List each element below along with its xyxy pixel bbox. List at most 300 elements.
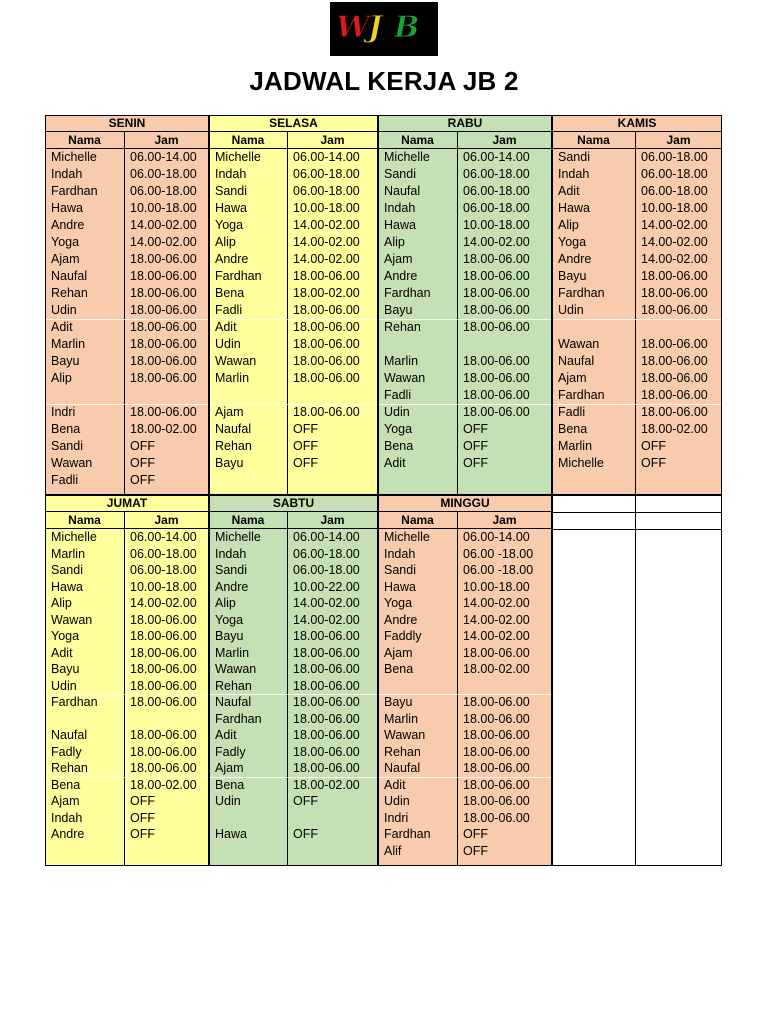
row-jam: 10.00-18.00	[463, 579, 530, 594]
row-name: Hawa	[384, 579, 416, 594]
row-name: Yoga	[215, 218, 244, 232]
row-separator	[378, 404, 552, 405]
row-name: Alip	[384, 235, 405, 249]
row-name: Bena	[51, 777, 81, 792]
row-jam: 18.00-06.00	[463, 320, 530, 334]
row-name: Udin	[51, 678, 77, 693]
row-name: Adit	[51, 645, 73, 660]
row-jam: 18.00-06.00	[293, 629, 360, 643]
row-jam: 18.00-06.00	[293, 645, 360, 660]
table-row	[378, 285, 552, 302]
row-name: Marlin	[384, 711, 419, 726]
logo-letter-j: J	[368, 10, 383, 45]
table-row	[209, 472, 378, 489]
row-jam: 18.00-02.00	[641, 422, 708, 436]
row-jam: OFF	[130, 794, 155, 808]
row-jam: 18.00-06.00	[293, 354, 360, 368]
row-name: Naufal	[384, 184, 421, 198]
table-row	[45, 438, 209, 455]
row-name: Rehan	[384, 320, 421, 334]
row-name: Alip	[558, 218, 579, 232]
day-header: RABU	[378, 115, 552, 132]
row-name: Fardhan	[215, 269, 262, 283]
page-title: JADWAL KERJA JB 2	[249, 66, 519, 96]
row-jam: 14.00-02.00	[293, 252, 360, 266]
col-nama-header: Nama	[378, 512, 457, 529]
col-nama-header: Nama	[378, 132, 457, 149]
row-jam: 10.00-18.00	[641, 201, 708, 215]
table-row	[552, 149, 722, 166]
table-row	[552, 438, 722, 455]
table-row	[552, 302, 722, 319]
row-jam: 18.00-06.00	[463, 711, 530, 726]
table-row	[552, 268, 722, 285]
table-row	[45, 455, 209, 472]
row-name: Bayu	[215, 629, 244, 643]
row-jam: 10.00-18.00	[293, 201, 360, 215]
table-row	[552, 183, 722, 200]
col-jam-header: Jam	[635, 132, 722, 149]
row-jam: 18.00-06.00	[463, 371, 530, 385]
row-separator	[209, 319, 378, 320]
row-jam: OFF	[641, 439, 666, 453]
table-row	[209, 810, 378, 827]
table-row	[378, 183, 552, 200]
row-name: Fardhan	[215, 711, 262, 726]
row-jam: 06.00-18.00	[130, 184, 197, 198]
row-name: Ajam	[51, 794, 80, 808]
row-jam: 18.00-06.00	[130, 612, 197, 627]
row-jam: 18.00-06.00	[293, 405, 360, 419]
table-row	[378, 319, 552, 336]
row-name: Marlin	[51, 337, 86, 351]
row-jam: 18.00-06.00	[130, 662, 197, 676]
empty-row-line	[552, 529, 722, 530]
table-row	[378, 529, 552, 546]
row-jam: 06.00-18.00	[293, 184, 360, 198]
row-name: Indah	[51, 167, 83, 181]
table-row	[209, 251, 378, 268]
row-name: Michelle	[384, 530, 430, 544]
table-row	[45, 251, 209, 268]
row-name: Rehan	[384, 744, 421, 759]
table-row	[45, 353, 209, 370]
row-jam: OFF	[130, 456, 155, 470]
row-name: Indri	[51, 405, 76, 419]
row-name: Alif	[384, 843, 402, 858]
day-block-sabtu	[209, 495, 378, 866]
row-jam: 18.00-02.00	[293, 777, 360, 792]
table-row	[378, 546, 552, 563]
table-row	[45, 183, 209, 200]
table-row	[209, 678, 378, 695]
table-row	[209, 336, 378, 353]
day-block-kamis	[552, 115, 722, 495]
row-name: Fadly	[51, 744, 82, 759]
row-name: Wawan	[384, 728, 426, 742]
table-row	[45, 810, 209, 827]
row-jam: 18.00-06.00	[293, 695, 360, 709]
row-name: Hawa	[51, 579, 83, 594]
table-row	[378, 744, 552, 761]
row-jam: OFF	[293, 439, 318, 453]
row-name: Sandi	[558, 150, 590, 164]
row-name: Fadli	[558, 405, 586, 419]
table-row	[378, 793, 552, 810]
row-jam: OFF	[293, 827, 318, 841]
table-row	[45, 777, 209, 794]
row-separator	[378, 319, 552, 320]
row-name: Sandi	[51, 439, 83, 453]
logo-letter-b: B	[394, 10, 420, 45]
table-row	[378, 645, 552, 662]
table-row	[552, 319, 722, 336]
table-row	[209, 370, 378, 387]
col-jam-header: Jam	[287, 512, 378, 529]
table-row	[552, 285, 722, 302]
row-jam: 06.00-18.00	[463, 201, 530, 215]
table-row	[378, 234, 552, 251]
row-name: Ajam	[384, 645, 413, 660]
row-name: Alip	[215, 596, 236, 610]
row-jam: 18.00-06.00	[641, 354, 708, 368]
row-jam: 14.00-02.00	[463, 629, 530, 643]
table-row	[378, 404, 552, 421]
row-name: Naufal	[558, 354, 595, 368]
table-row	[209, 234, 378, 251]
table-row	[45, 579, 209, 596]
table-row	[209, 760, 378, 777]
row-jam: 18.00-06.00	[463, 728, 530, 742]
table-row	[378, 579, 552, 596]
row-name: Indah	[384, 201, 416, 215]
table-row	[45, 562, 209, 579]
table-row	[45, 727, 209, 744]
row-jam: 06.00-14.00	[293, 530, 360, 544]
row-jam: 10.00-18.00	[130, 579, 197, 594]
row-name: Wawan	[215, 662, 257, 676]
table-row	[552, 404, 722, 421]
row-name: Michelle	[51, 150, 97, 164]
table-row	[378, 628, 552, 645]
day-header: KAMIS	[552, 115, 722, 132]
table-row	[209, 793, 378, 810]
row-jam: 18.00-06.00	[463, 269, 530, 283]
row-jam: 18.00-06.00	[293, 337, 360, 351]
wjb-logo	[330, 2, 438, 56]
table-row	[378, 760, 552, 777]
row-jam: OFF	[130, 473, 155, 487]
table-row	[209, 183, 378, 200]
table-row	[552, 353, 722, 370]
row-jam: 18.00-06.00	[463, 388, 530, 402]
table-row	[378, 387, 552, 404]
row-name: Naufal	[51, 728, 88, 742]
table-row	[378, 595, 552, 612]
day-header: SABTU	[209, 495, 378, 512]
row-name: Bayu	[384, 303, 413, 317]
row-jam: 06.00-14.00	[130, 150, 197, 164]
row-jam: 06.00-18.00	[463, 167, 530, 181]
table-row	[378, 166, 552, 183]
row-name: Sandi	[215, 184, 247, 198]
row-name: Naufal	[215, 422, 252, 436]
row-name: Alip	[215, 235, 236, 249]
row-jam: 18.00-06.00	[463, 744, 530, 759]
table-row	[209, 694, 378, 711]
row-jam: 18.00-06.00	[293, 320, 360, 334]
col-jam-header: Jam	[124, 512, 209, 529]
row-jam: 18.00-06.00	[463, 695, 530, 709]
row-jam: 18.00-02.00	[130, 777, 197, 792]
table-row	[45, 149, 209, 166]
row-jam: 06.00 -18.00	[463, 563, 534, 577]
row-jam: 18.00-06.00	[463, 761, 530, 775]
table-row	[378, 370, 552, 387]
row-name: Yoga	[215, 612, 244, 627]
row-name: Ajam	[215, 761, 244, 775]
row-jam: OFF	[463, 439, 488, 453]
row-jam: 14.00-02.00	[293, 596, 360, 610]
table-row	[45, 546, 209, 563]
row-name: Rehan	[51, 761, 88, 775]
row-jam: OFF	[293, 422, 318, 436]
row-jam: 18.00-06.00	[293, 711, 360, 726]
row-jam: 18.00-06.00	[130, 252, 197, 266]
table-row	[378, 727, 552, 744]
table-row	[378, 268, 552, 285]
row-name: Alip	[51, 371, 72, 385]
row-jam: 06.00-14.00	[463, 150, 530, 164]
row-name: Udin	[558, 303, 584, 317]
table-row	[209, 628, 378, 645]
row-jam: 06.00-18.00	[130, 563, 197, 577]
table-row	[209, 268, 378, 285]
table-row	[209, 319, 378, 336]
row-name: Bayu	[51, 354, 80, 368]
table-row	[209, 826, 378, 843]
row-name: Bayu	[51, 662, 80, 676]
row-name: Ajam	[215, 405, 244, 419]
row-jam: 18.00-06.00	[130, 678, 197, 693]
row-name: Marlin	[384, 354, 419, 368]
row-name: Rehan	[215, 678, 252, 693]
table-row	[45, 661, 209, 678]
row-name: Udin	[215, 794, 241, 808]
table-row	[378, 302, 552, 319]
table-row	[378, 777, 552, 794]
row-name: Bena	[215, 286, 245, 300]
row-jam: 10.00-22.00	[293, 579, 360, 594]
table-row	[45, 826, 209, 843]
row-jam: 18.00-06.00	[130, 744, 197, 759]
row-name: Wawan	[215, 354, 257, 368]
row-name: Indah	[215, 167, 247, 181]
row-name: Bena	[384, 662, 414, 676]
table-row	[209, 843, 378, 860]
row-separator	[378, 694, 552, 695]
row-name: Naufal	[384, 761, 421, 775]
table-row	[378, 353, 552, 370]
table-row	[45, 628, 209, 645]
row-jam: 18.00-06.00	[130, 695, 197, 709]
day-block-senin	[45, 115, 209, 495]
row-jam: 10.00-18.00	[463, 218, 530, 232]
row-name: Indah	[215, 546, 247, 561]
schedule-grid	[45, 115, 722, 866]
row-name: Ajam	[384, 252, 413, 266]
row-jam: 14.00-02.00	[293, 612, 360, 627]
row-jam: 18.00-06.00	[130, 337, 197, 351]
table-row	[378, 336, 552, 353]
row-jam: 18.00-06.00	[130, 269, 197, 283]
row-jam: 18.00-06.00	[641, 388, 708, 402]
row-jam: 18.00-06.00	[130, 354, 197, 368]
table-row	[209, 149, 378, 166]
row-name: Fardhan	[558, 388, 605, 402]
table-row	[552, 370, 722, 387]
row-name: Sandi	[51, 563, 83, 577]
row-name: Michelle	[215, 530, 261, 544]
row-jam: 18.00-06.00	[293, 761, 360, 775]
row-jam: OFF	[293, 794, 318, 808]
row-name: Hawa	[215, 201, 247, 215]
table-row	[209, 404, 378, 421]
row-name: Yoga	[51, 629, 80, 643]
row-name: Bayu	[558, 269, 587, 283]
table-row	[209, 285, 378, 302]
row-name: Naufal	[215, 695, 252, 709]
col-nama-header: Nama	[45, 132, 124, 149]
row-name: Andre	[51, 827, 85, 841]
row-separator	[45, 694, 209, 695]
row-jam: 18.00-02.00	[463, 662, 530, 676]
table-row	[209, 353, 378, 370]
row-name: Adit	[215, 320, 237, 334]
row-name: Bayu	[384, 695, 413, 709]
row-name: Sandi	[215, 563, 247, 577]
row-name: Indah	[384, 546, 416, 561]
row-jam: 06.00-14.00	[130, 530, 197, 544]
table-row	[552, 200, 722, 217]
day-block-rabu	[378, 115, 552, 495]
row-name: Sandi	[384, 167, 416, 181]
row-name: Hawa	[558, 201, 590, 215]
table-row	[378, 612, 552, 629]
row-jam: 06.00-18.00	[293, 563, 360, 577]
table-row	[552, 166, 722, 183]
table-row	[45, 404, 209, 421]
table-row	[45, 421, 209, 438]
table-row	[378, 843, 552, 860]
block-border	[552, 495, 722, 866]
row-jam: 18.00-06.00	[130, 286, 197, 300]
table-row	[552, 455, 722, 472]
row-jam: 06.00-18.00	[293, 167, 360, 181]
table-row	[45, 645, 209, 662]
table-row	[45, 234, 209, 251]
row-separator	[552, 319, 722, 320]
row-jam: OFF	[130, 827, 155, 841]
row-name: Bena	[51, 422, 81, 436]
col-jam-header: Jam	[457, 512, 552, 529]
row-separator	[209, 777, 378, 778]
column-divider	[635, 495, 636, 866]
day-header: MINGGU	[378, 495, 552, 512]
table-row	[209, 546, 378, 563]
table-row	[209, 711, 378, 728]
row-name: Hawa	[384, 218, 416, 232]
table-row	[45, 760, 209, 777]
row-jam: 14.00-02.00	[293, 218, 360, 232]
table-row	[209, 579, 378, 596]
table-row	[378, 694, 552, 711]
row-jam: 06.00-18.00	[641, 184, 708, 198]
row-jam: 18.00-06.00	[463, 286, 530, 300]
row-jam: OFF	[641, 456, 666, 470]
row-name: Andre	[51, 218, 85, 232]
table-row	[209, 166, 378, 183]
table-row	[552, 234, 722, 251]
row-name: Michelle	[51, 530, 97, 544]
table-row	[45, 793, 209, 810]
table-row	[209, 595, 378, 612]
table-row	[45, 370, 209, 387]
row-jam: 14.00-02.00	[293, 235, 360, 249]
row-jam: 06.00-18.00	[463, 184, 530, 198]
table-row	[378, 200, 552, 217]
col-nama-header: Nama	[209, 512, 287, 529]
table-row	[45, 387, 209, 404]
table-row	[552, 217, 722, 234]
col-nama-header: Nama	[45, 512, 124, 529]
row-name: Fadli	[51, 473, 79, 487]
row-jam: 18.00-06.00	[130, 320, 197, 334]
row-name: Rehan	[51, 286, 88, 300]
empty-block	[552, 495, 722, 866]
row-name: Andre	[215, 579, 249, 594]
row-name: Adit	[215, 728, 237, 742]
table-row	[209, 302, 378, 319]
table-row	[45, 612, 209, 629]
row-jam: 18.00-06.00	[293, 744, 360, 759]
row-name: Yoga	[384, 596, 413, 610]
table-row	[45, 678, 209, 695]
day-header: SELASA	[209, 115, 378, 132]
table-row	[209, 562, 378, 579]
row-jam: 14.00-02.00	[463, 596, 530, 610]
row-jam: 18.00-06.00	[641, 337, 708, 351]
row-jam: 14.00-02.00	[641, 218, 708, 232]
row-name: Bena	[384, 439, 414, 453]
row-name: Andre	[558, 252, 592, 266]
row-name: Marlin	[215, 645, 250, 660]
table-row	[45, 217, 209, 234]
row-name: Marlin	[558, 439, 593, 453]
row-jam: 18.00-06.00	[463, 252, 530, 266]
table-row	[552, 251, 722, 268]
logo-letter-w: W	[336, 10, 370, 45]
table-row	[378, 217, 552, 234]
row-name: Michelle	[384, 150, 430, 164]
row-separator	[45, 404, 209, 405]
row-name: Wawan	[558, 337, 600, 351]
row-jam: 14.00-02.00	[130, 235, 197, 249]
row-jam: 10.00-18.00	[130, 201, 197, 215]
table-row	[378, 826, 552, 843]
table-row	[209, 387, 378, 404]
table-row	[378, 711, 552, 728]
